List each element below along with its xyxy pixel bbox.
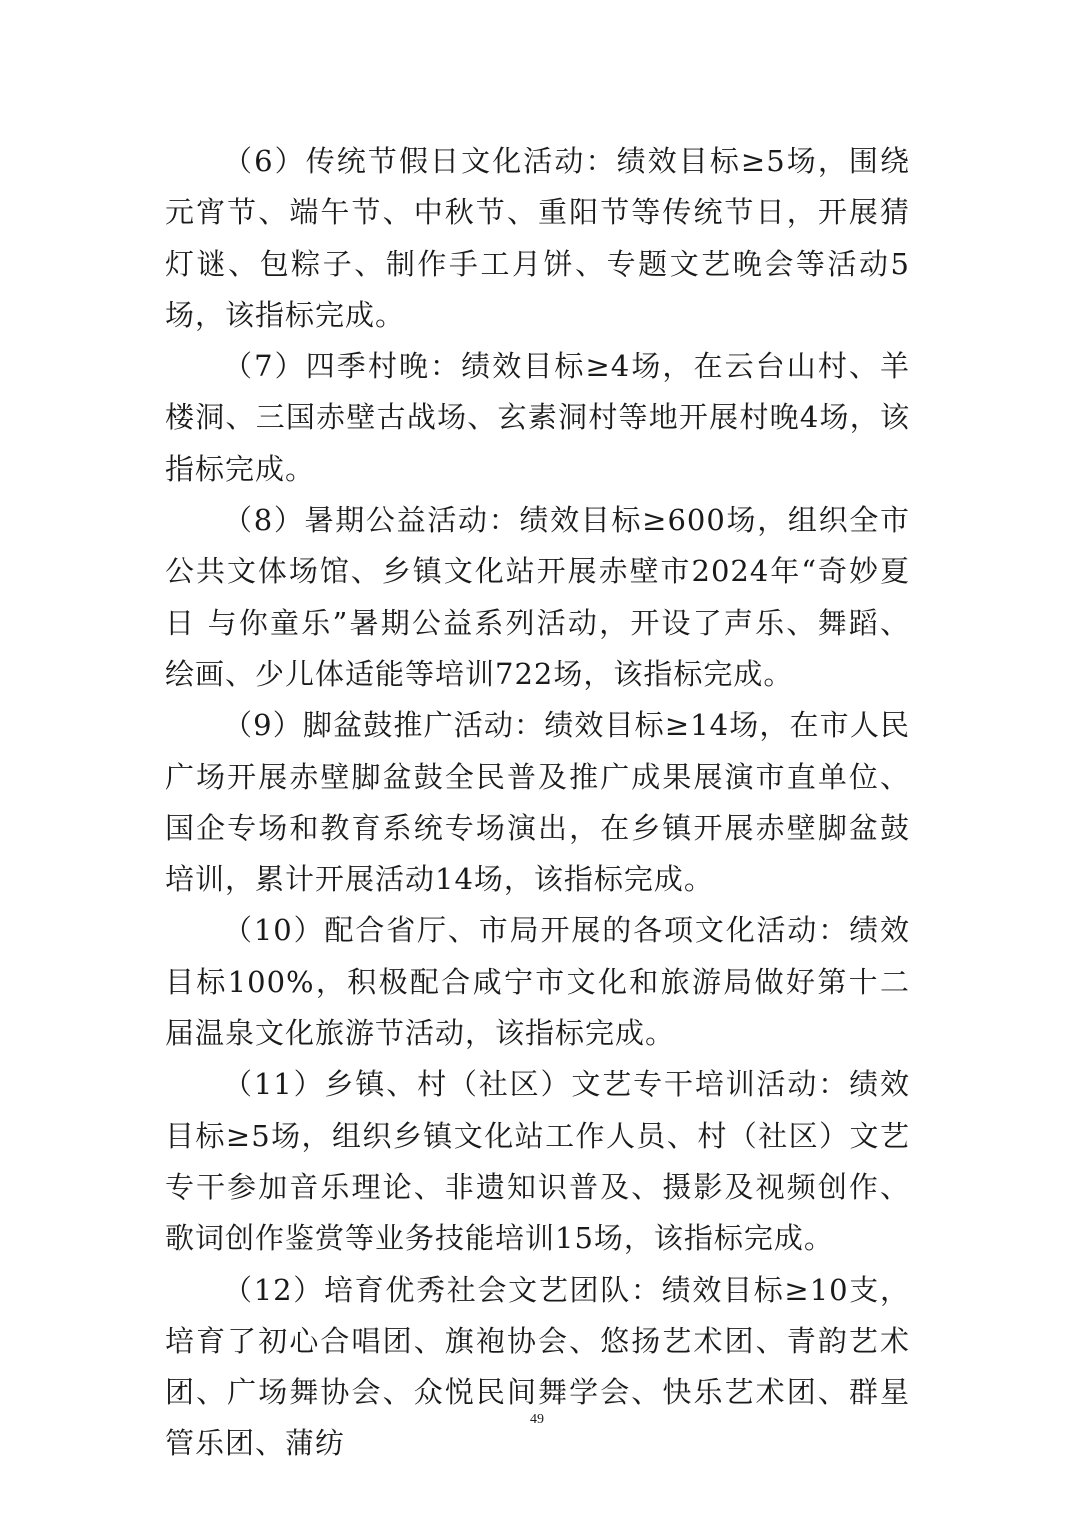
paragraph-item-12: （12）培育优秀社会文艺团队：绩效目标≥10支，培育了初心合唱团、旗袍协会、悠扬艺术团、青韵艺术团、广场舞协会、众悦民间舞学会、快乐艺术团、群星管乐团、蒲纺 (165, 1272, 910, 1461)
paragraph-item-8: （8）暑期公益活动：绩效目标≥600场，组织全市公共文体场馆、乡镇文化站开展赤壁市2024年“奇妙夏日 与你童乐”暑期公益系列活动，开设了声乐、舞蹈、绘画、少儿体适能等培训722场，该指标完成。 (165, 503, 910, 691)
page-number: 49 (530, 1412, 544, 1427)
paragraph-item-11: （11）乡镇、村（社区）文艺专干培训活动：绩效目标≥5场，组织乡镇文化站工作人员、村（社区）文艺专干参加音乐理论、非遗知识普及、摄影及视频创作、歌词创作鉴赏等业务技能培训15场，该指标完成。 (165, 1067, 910, 1256)
paragraph-item-6: （6）传统节假日文化活动：绩效目标≥5场，围绕元宵节、端午节、中秋节、重阳节等传统节日，开展猜灯谜、包粽子、制作手工月饼、专题文艺晚会等活动5场，该指标完成。 (165, 144, 910, 332)
paragraph-item-10: （10）配合省厅、市局开展的各项文化活动：绩效目标100%，积极配合咸宁市文化和旅游局做好第十二届温泉文化旅游节活动，该指标完成。 (165, 913, 910, 1051)
paragraph-item-9: （9）脚盆鼓推广活动：绩效目标≥14场，在市人民广场开展赤壁脚盆鼓全民普及推广成果展演市直单位、国企专场和教育系统专场演出，在乡镇开展赤壁脚盆鼓培训，累计开展活动14场，该指标完成。 (165, 708, 910, 897)
body-text (165, 136, 910, 1470)
paragraph-item-7: （7）四季村晚：绩效目标≥4场，在云台山村、羊楼洞、三国赤壁古战场、玄素洞村等地开展村晚4场，该指标完成。 (165, 349, 910, 486)
